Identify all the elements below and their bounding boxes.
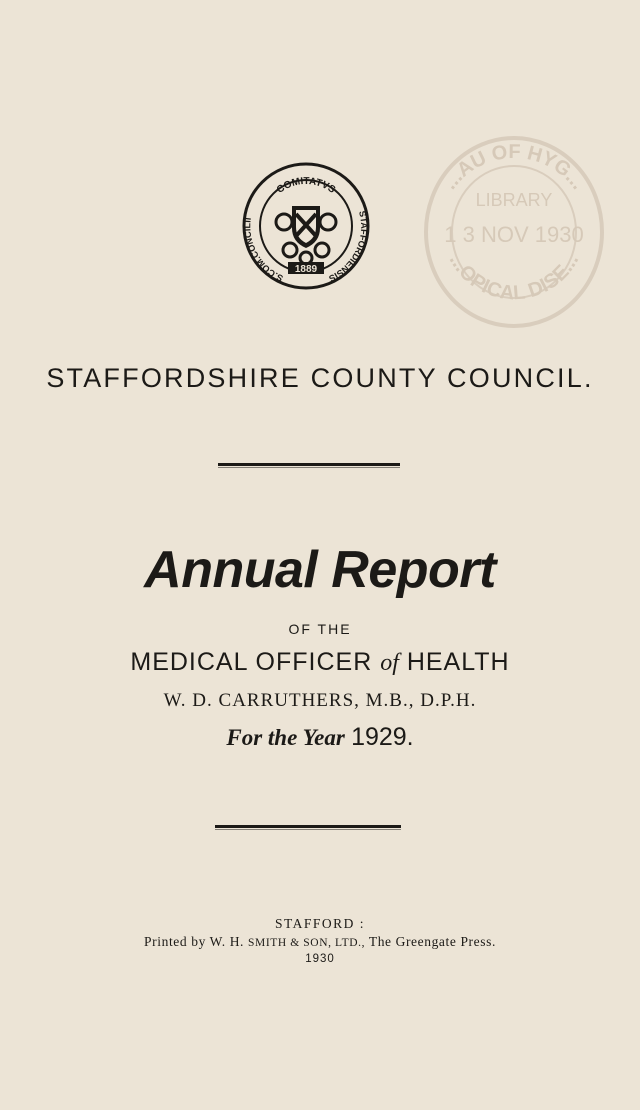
stamp-library-label: LIBRARY: [475, 190, 553, 210]
report-title: Annual Report: [144, 541, 496, 599]
library-stamp: [422, 134, 606, 330]
office-title-part1: MEDICAL OFFICER: [130, 648, 373, 676]
svg-text:...AU OF HYG...: ...AU OF HYG...: [438, 140, 590, 194]
of-the-label: OF THE: [288, 621, 352, 637]
office-title-of: of: [380, 650, 399, 676]
imprint-printed-by: Printed by W. H.: [144, 934, 245, 949]
divider-rule: [218, 463, 400, 467]
council-name: STAFFORDSHIRE COUNTY COUNCIL.: [46, 363, 594, 393]
imprint-printer: [0, 934, 640, 950]
year-prefix: For the Year: [226, 725, 345, 750]
seal-top-text: COMITATVS: [274, 175, 338, 196]
imprint-press: The Greengate Press.: [368, 934, 496, 949]
seal-year: 1889: [294, 264, 318, 275]
report-year-line: [0, 723, 640, 752]
imprint-year: 1930: [305, 953, 335, 965]
stamp-date: 1 3 NOV 1930: [444, 222, 584, 247]
report-year: 1929.: [351, 723, 414, 751]
seal-left-text: S.COM.CONCILII: [242, 216, 285, 284]
imprint-printer-name: SMITH & SON, LTD.,: [248, 937, 366, 949]
imprint-place: STAFFORD :: [274, 916, 366, 931]
seal-right-text: STAFFORDIENSIS: [327, 209, 370, 284]
council-seal: [242, 162, 370, 290]
office-title: [0, 648, 640, 677]
office-title-part2: HEALTH: [406, 648, 510, 676]
shield-icon: [292, 206, 320, 248]
author-name: W. D. CARRUTHERS, M.B., D.P.H.: [163, 690, 477, 711]
divider-rule-bottom: [215, 825, 401, 829]
svg-text:...OPICAL DISE...: ...OPICAL DISE...: [444, 250, 584, 305]
